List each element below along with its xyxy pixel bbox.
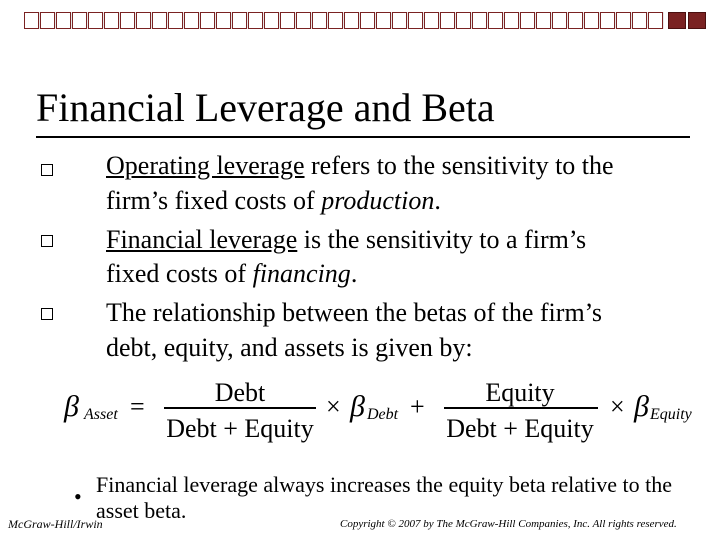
header-decoration-cell [392, 12, 407, 29]
term-operating-leverage: Operating leverage [106, 151, 305, 180]
header-decoration-cell [376, 12, 391, 29]
header-decoration-cell [184, 12, 199, 29]
sub-bullet-marker: • [74, 484, 82, 509]
bullet-text: . [350, 259, 358, 288]
header-decoration-cell [344, 12, 359, 29]
bullet-3-line-2: debt, equity, and assets is given by: [106, 333, 473, 362]
header-decoration-cell [120, 12, 135, 29]
header-decoration-cell [264, 12, 279, 29]
header-decoration-cell [280, 12, 295, 29]
header-decoration-cell [360, 12, 375, 29]
header-decoration-cell [24, 12, 39, 29]
header-decoration-cell [168, 12, 183, 29]
slide-title: Financial Leverage and Beta [36, 85, 495, 130]
header-decoration-cell [632, 12, 647, 29]
header-decoration-cell [536, 12, 551, 29]
plus-sign: + [410, 392, 425, 421]
header-decoration-cell [472, 12, 487, 29]
bullet-2-line-1 [106, 222, 586, 257]
header-decoration-cell [408, 12, 423, 29]
header-decoration-cell [248, 12, 263, 29]
header-decoration-cell [488, 12, 503, 29]
header-decoration-square [688, 12, 706, 29]
header-decoration-cell [104, 12, 119, 29]
equity-subscript: Equity [650, 406, 692, 423]
header-decoration-cell [552, 12, 567, 29]
bullet-text: firm’s fixed costs of [106, 186, 322, 215]
beta-symbol: β [634, 390, 649, 423]
beta-symbol: β [64, 390, 79, 423]
header-decoration-cell [616, 12, 631, 29]
header-decoration-cell [424, 12, 439, 29]
header-decoration-cell [72, 12, 87, 29]
header-decoration-cell [88, 12, 103, 29]
times-sign: × [610, 392, 625, 421]
header-decoration-cell [40, 12, 55, 29]
title-underline [36, 136, 690, 138]
bullet-text: is the sensitivity to a firm’s [297, 225, 587, 254]
header-decoration-cell [568, 12, 583, 29]
header-decoration-cell [456, 12, 471, 29]
debt-subscript: Debt [367, 406, 399, 423]
bullet-1-line-2 [106, 183, 441, 218]
header-decoration-cell [200, 12, 215, 29]
fraction-2-numerator: Equity [485, 378, 555, 407]
header-decoration-cell [56, 12, 71, 29]
bullet-3-line-1: The relationship between the betas of the firm’s [106, 298, 603, 327]
header-decoration-cell [648, 12, 663, 29]
bullet-marker [41, 164, 53, 176]
beta-asset-formula [60, 378, 700, 448]
beta-symbol: β [350, 390, 365, 423]
header-decoration-square [668, 12, 686, 29]
bullet-text: . [434, 186, 441, 215]
header-decoration-cell [296, 12, 311, 29]
fraction-2-denominator: Debt + Equity [446, 414, 594, 443]
fraction-1-bar [164, 407, 316, 409]
fraction-2-bar [444, 407, 598, 409]
footer-copyright: Copyright © 2007 by The McGraw-Hill Companies, Inc. All rights reserved. [340, 518, 677, 530]
header-decoration-cell [232, 12, 247, 29]
header-decoration-cell [584, 12, 599, 29]
fraction-1-numerator: Debt [214, 378, 266, 407]
header-decoration-cell [152, 12, 167, 29]
header-decoration-cell [136, 12, 151, 29]
bullet-text: refers to the sensitivity to the [304, 151, 614, 180]
fraction-1-denominator: Debt + Equity [166, 414, 314, 443]
footer-publisher: McGraw-Hill/Irwin [8, 517, 103, 531]
header-decoration-cell [328, 12, 343, 29]
sub-bullet-text: Financial leverage always increases the equity beta relative to the asset beta. [96, 472, 673, 523]
bullet-marker [41, 235, 53, 247]
header-decoration-cell [312, 12, 327, 29]
times-sign: × [326, 392, 341, 421]
header-decoration-cell [520, 12, 535, 29]
equals-sign: = [130, 392, 145, 421]
term-financial-leverage: Financial leverage [106, 225, 298, 254]
header-decoration-cell [504, 12, 519, 29]
emphasis-text: financing [252, 259, 351, 288]
bullet-marker [41, 308, 53, 320]
emphasis-text: production [321, 186, 435, 215]
header-decoration-cell [600, 12, 615, 29]
bullet-2-line-2 [106, 256, 357, 291]
header-decoration-cell [216, 12, 231, 29]
bullet-1-line-1 [106, 148, 614, 183]
asset-subscript: Asset [84, 406, 118, 423]
header-decoration-cell [440, 12, 455, 29]
bullet-text: fixed costs of [106, 259, 253, 288]
